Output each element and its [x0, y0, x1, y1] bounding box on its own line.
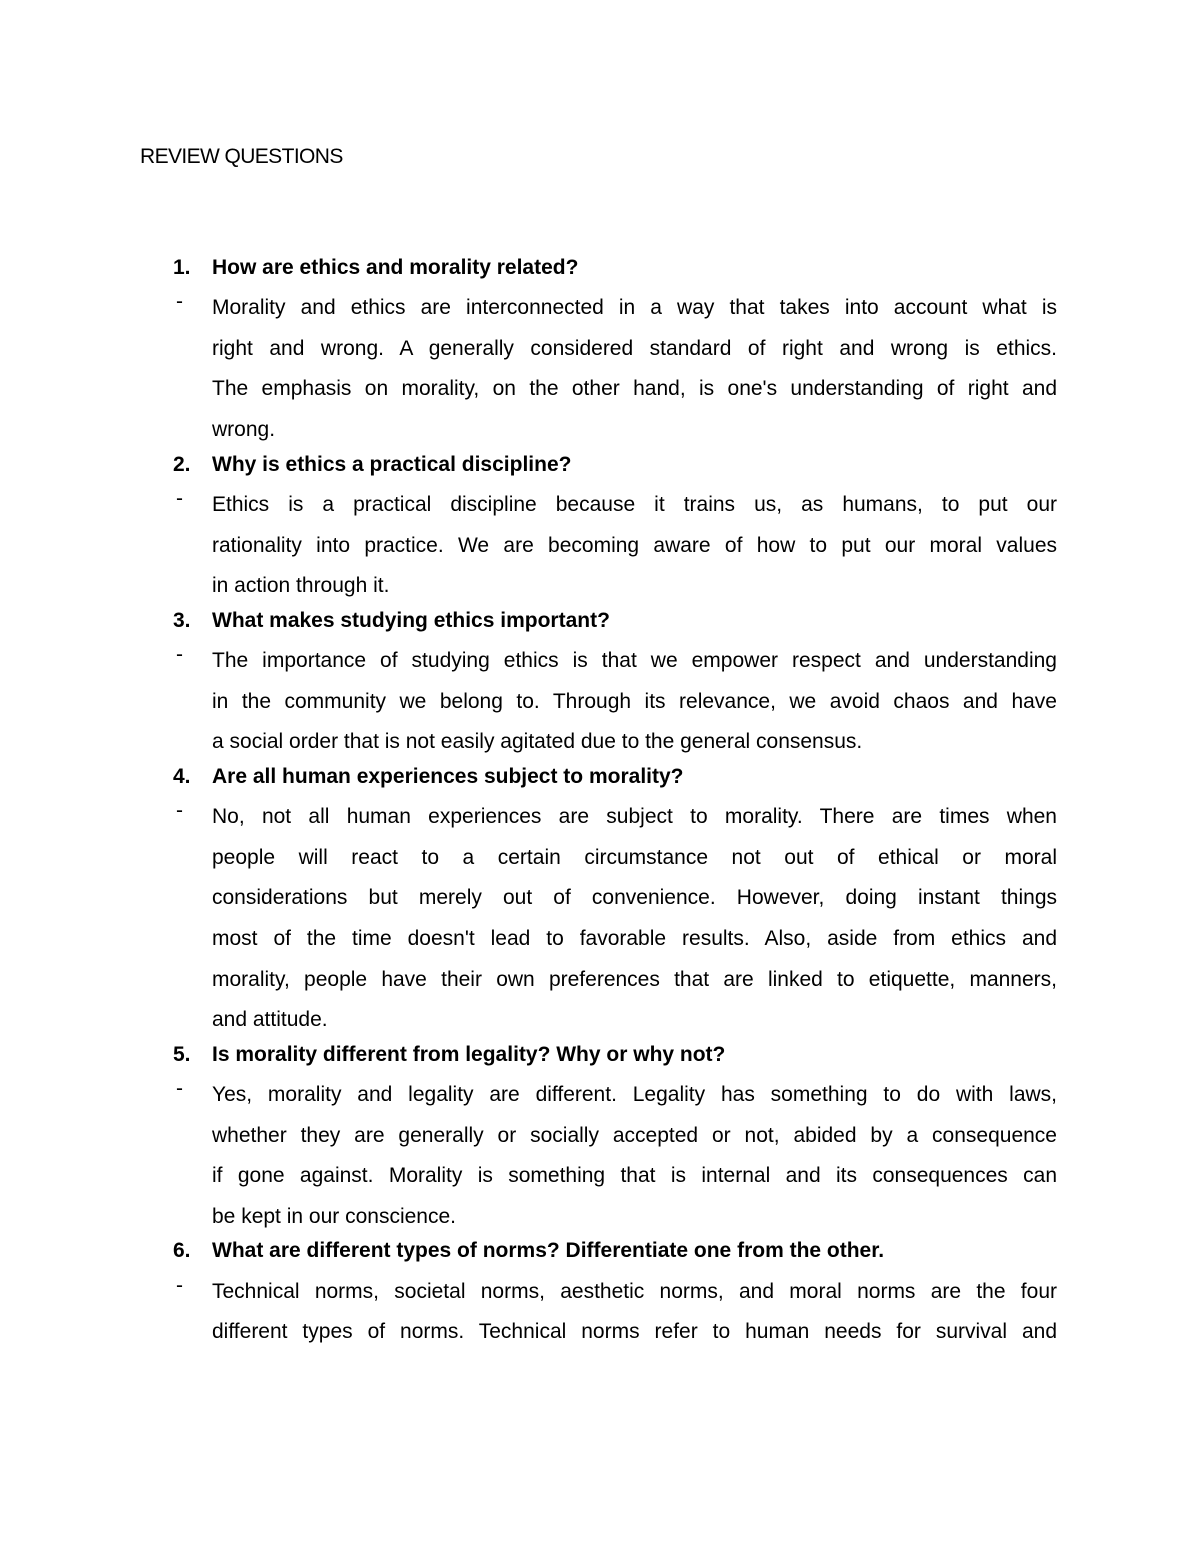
answer-line: most of the time doesn't lead to favorable results. Also, aside from ethics and [212, 926, 1057, 950]
answer-block [0, 1075, 1200, 1237]
answer-line: Yes, morality and legality are different. Legality has something to do with laws, [212, 1082, 1057, 1106]
answer-text [212, 485, 1057, 607]
answer-line: people will react to a certain circumstance not out of ethical or moral [212, 845, 1057, 869]
answer-dash: - [176, 486, 183, 510]
question-number: 6. [173, 1239, 191, 1263]
answer-line: The emphasis on morality, on the other hand, is one's understanding of right and [212, 377, 1057, 401]
answer-text [212, 1272, 1057, 1353]
answer-line: Technical norms, societal norms, aesthetic norms, and moral norms are the four [212, 1279, 1057, 1303]
answer-dash: - [176, 643, 183, 667]
question-text: Are all human experiences subject to morality? [212, 764, 684, 788]
question-text: How are ethics and morality related? [212, 256, 579, 279]
answer-line: different types of norms. Technical norms refer to human needs for survival and [212, 1320, 1057, 1344]
answer-line: No, not all human experiences are subject to morality. There are times when [212, 805, 1057, 829]
answer-line: and attitude. [212, 1008, 328, 1032]
question-number: 2. [173, 452, 191, 476]
answer-block [0, 797, 1200, 1041]
answer-line: a social order that is not easily agitated due to the general consensus. [212, 730, 863, 754]
question-number: 5. [173, 1042, 191, 1066]
question-number: 1. [173, 256, 191, 279]
question-text: What are different types of norms? Differentiate one from the other. [212, 1239, 885, 1263]
answer-block [0, 1272, 1200, 1353]
answer-line: be kept in our conscience. [212, 1204, 456, 1228]
answer-line: whether they are generally or socially accepted or not, abided by a consequence [212, 1123, 1057, 1147]
answer-dash: - [176, 1076, 183, 1100]
answer-dash: - [176, 799, 183, 823]
answer-line: The importance of studying ethics is that we empower respect and understanding [212, 649, 1057, 673]
answer-line: Morality and ethics are interconnected in a way that takes into account what is [212, 296, 1057, 320]
answer-line: right and wrong. A generally considered standard of right and wrong is ethics. [212, 336, 1057, 360]
answer-line: if gone against. Morality is something that is internal and its consequences can [212, 1164, 1057, 1188]
question-text: Is morality different from legality? Why or why not? [212, 1042, 726, 1066]
answer-block [0, 288, 1200, 450]
answer-dash: - [176, 1273, 183, 1297]
question-number: 3. [173, 608, 191, 632]
answer-line: considerations but merely out of convenience. However, doing instant things [212, 886, 1057, 910]
answer-line: wrong. [212, 418, 276, 442]
answer-line: in the community we belong to. Through its relevance, we avoid chaos and have [212, 689, 1057, 713]
answer-line: in action through it. [212, 574, 390, 598]
question-list [0, 254, 1200, 1353]
answer-block [0, 485, 1200, 607]
answer-line: rationality into practice. We are becoming aware of how to put our moral values [212, 533, 1057, 557]
page-title: REVIEW QUESTIONS [140, 145, 343, 168]
answer-block [0, 641, 1200, 763]
answer-line: morality, people have their own preferences that are linked to etiquette, manners, [212, 967, 1057, 991]
answer-text [212, 797, 1057, 1041]
answer-line: Ethics is a practical discipline because it trains us, as humans, to put our [212, 492, 1057, 516]
answer-text [212, 1075, 1057, 1237]
question-number: 4. [173, 764, 191, 788]
answer-dash: - [176, 290, 183, 314]
answer-text [212, 641, 1057, 763]
answer-text [212, 288, 1057, 450]
question-text: Why is ethics a practical discipline? [212, 452, 572, 476]
question-text: What makes studying ethics important? [212, 608, 610, 632]
